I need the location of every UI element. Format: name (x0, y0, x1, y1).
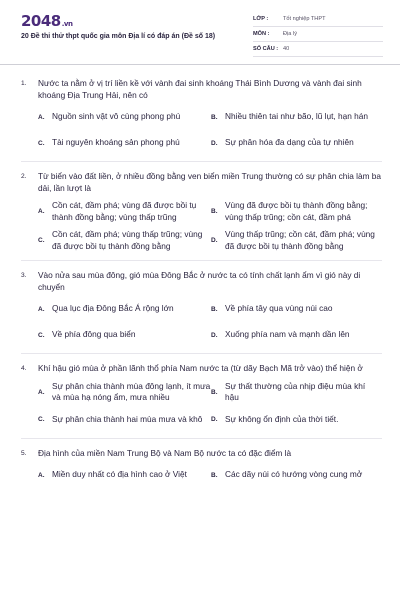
answer-option-a[interactable] (38, 381, 211, 404)
answer-text: Miền duy nhất có địa hình cao ở Việt (52, 469, 187, 480)
answer-text: Sự không ổn định của thời tiết. (225, 413, 339, 424)
logo-suffix: .vn (61, 20, 73, 28)
answer-label: B. (211, 471, 218, 479)
answer-label: D. (211, 237, 218, 244)
answer-text: Về phía đông qua biển (52, 329, 136, 340)
meta-value: Địa lý (283, 31, 297, 37)
meta-key: MÔN : (253, 31, 270, 37)
answer-text: Sự phân hóa đa dạng của tự nhiên (225, 137, 354, 148)
answer-label: C. (38, 416, 45, 423)
question-item (0, 363, 400, 439)
answer-label: D. (211, 416, 218, 423)
answer-text: Về phía tây qua vùng núi cao (225, 303, 333, 314)
answer-text: Vùng đã được bồi tụ thành đồng bằng; vùng thấp trũng; cồn cát, đầm phá (225, 200, 368, 222)
answer-label: B. (211, 113, 218, 121)
answer-option-b[interactable] (211, 465, 381, 485)
answer-options (38, 200, 382, 252)
answer-text: Các dãy núi có hướng vòng cung mở (225, 469, 363, 480)
answer-option-d[interactable] (211, 410, 381, 430)
question-divider (21, 353, 382, 354)
answer-label: C. (38, 331, 45, 339)
answer-option-a[interactable] (38, 299, 211, 319)
meta-key: LỚP : (253, 16, 269, 22)
question-number: 4. (21, 365, 27, 372)
answer-label: A. (38, 113, 45, 121)
answer-text: Sự phân chia thành mùa đông lạnh, ít mưa và mùa hạ nóng ẩm, mưa nhiều (52, 380, 211, 402)
answer-option-d[interactable] (211, 229, 381, 252)
site-logo[interactable] (21, 12, 72, 30)
question-text: Khí hậu gió mùa ở phần lãnh thổ phía Nam nước ta (từ dãy Bạch Mã trở vào) thể hiện ở (38, 363, 363, 373)
answer-text: Nhiều thiên tai như bão, lũ lụt, hạn hán (225, 111, 369, 122)
answer-option-b[interactable] (211, 107, 381, 127)
answer-label: C. (38, 139, 45, 147)
logo-text: 2048 (21, 12, 61, 30)
answer-label: D. (211, 139, 218, 147)
question-number: 3. (21, 272, 27, 279)
question-divider (21, 260, 382, 261)
answer-option-b[interactable] (211, 299, 381, 319)
answer-text: Tài nguyên khoáng sản phong phú (52, 137, 180, 148)
question-item (0, 270, 400, 354)
question-item (0, 171, 400, 261)
answer-label: C. (38, 237, 45, 244)
question-divider (21, 438, 382, 439)
answer-option-b[interactable] (211, 381, 381, 404)
question-text: Nước ta nằm ở vị trí liền kề với vành đai sinh khoáng Thái Bình Dương và vành đai sinh khoáng Địa Trung Hải, nên có (38, 78, 362, 100)
answer-text: Cồn cát, đầm phá; vùng thấp trũng; vùng đã được bồi tụ thành đồng bằng (52, 229, 203, 251)
answer-label: A. (38, 471, 45, 479)
answer-label: B. (211, 388, 218, 396)
question-number: 2. (21, 173, 27, 180)
answer-option-c[interactable] (38, 325, 211, 345)
answer-option-c[interactable] (38, 133, 211, 153)
answer-text: Vùng thấp trũng; cồn cát, đầm phá; vùng đã được bồi tụ thành đồng bằng (225, 229, 375, 251)
answer-text: Qua lục địa Đông Bắc Á rộng lớn (52, 303, 174, 314)
answer-option-a[interactable] (38, 465, 211, 485)
exam-meta (253, 12, 383, 57)
answer-label: A. (38, 208, 45, 215)
answer-label: B. (211, 305, 218, 313)
answer-option-d[interactable] (211, 325, 381, 345)
answer-options (38, 381, 382, 430)
answer-text: Cồn cát, đầm phá; vùng đã được bồi tụ thành đồng bằng; vùng thấp trũng (52, 200, 197, 222)
question-text: Địa hình của miền Nam Trung Bộ và Nam Bộ nước ta có đặc điểm là (38, 447, 292, 458)
answer-label: D. (211, 331, 218, 339)
answer-text: Sự thất thường của nhịp điệu mùa khí hậu (225, 380, 366, 402)
page-header (0, 0, 400, 65)
answer-option-b[interactable] (211, 200, 381, 223)
answer-options (38, 465, 382, 485)
meta-row-count (253, 42, 383, 57)
answer-label: A. (38, 388, 45, 396)
meta-value: 40 (283, 46, 290, 52)
question-text: Vào nửa sau mùa đông, gió mùa Đông Bắc ở nước ta có tính chất lạnh ẩm vì gió này di chuyển (38, 270, 361, 292)
answer-option-c[interactable] (38, 410, 211, 430)
meta-value: Tốt nghiệp THPT (283, 16, 326, 22)
meta-row-subject (253, 27, 383, 42)
answer-option-a[interactable] (38, 107, 211, 127)
answer-option-c[interactable] (38, 229, 211, 252)
question-item (0, 448, 400, 486)
question-number: 5. (21, 449, 27, 457)
answer-text: Nguồn sinh vật vô cùng phong phú (52, 111, 181, 122)
question-list (0, 78, 400, 494)
answer-option-a[interactable] (38, 200, 211, 223)
answer-option-d[interactable] (211, 133, 381, 153)
answer-label: B. (211, 208, 218, 215)
meta-row-class (253, 12, 383, 27)
answer-text: Xuống phía nam và mạnh dần lên (225, 329, 350, 340)
answer-label: A. (38, 305, 45, 313)
exam-title: 20 Đề thi thử thpt quốc gia môn Địa lí có đáp án (Đề số 18) (21, 33, 216, 40)
question-item (0, 78, 400, 162)
answer-options (38, 107, 382, 153)
question-text: Từ biển vào đất liền, ở nhiều đồng bằng ven biển miền Trung thường có sự phân chia làm ba dải, lần lượt là (38, 171, 382, 193)
question-divider (21, 161, 382, 162)
answer-text: Sự phân chia thành hai mùa mưa và khô (52, 413, 203, 424)
question-number: 1. (21, 80, 27, 87)
answer-options (38, 299, 382, 345)
meta-key: SỐ CÂU : (253, 46, 279, 52)
